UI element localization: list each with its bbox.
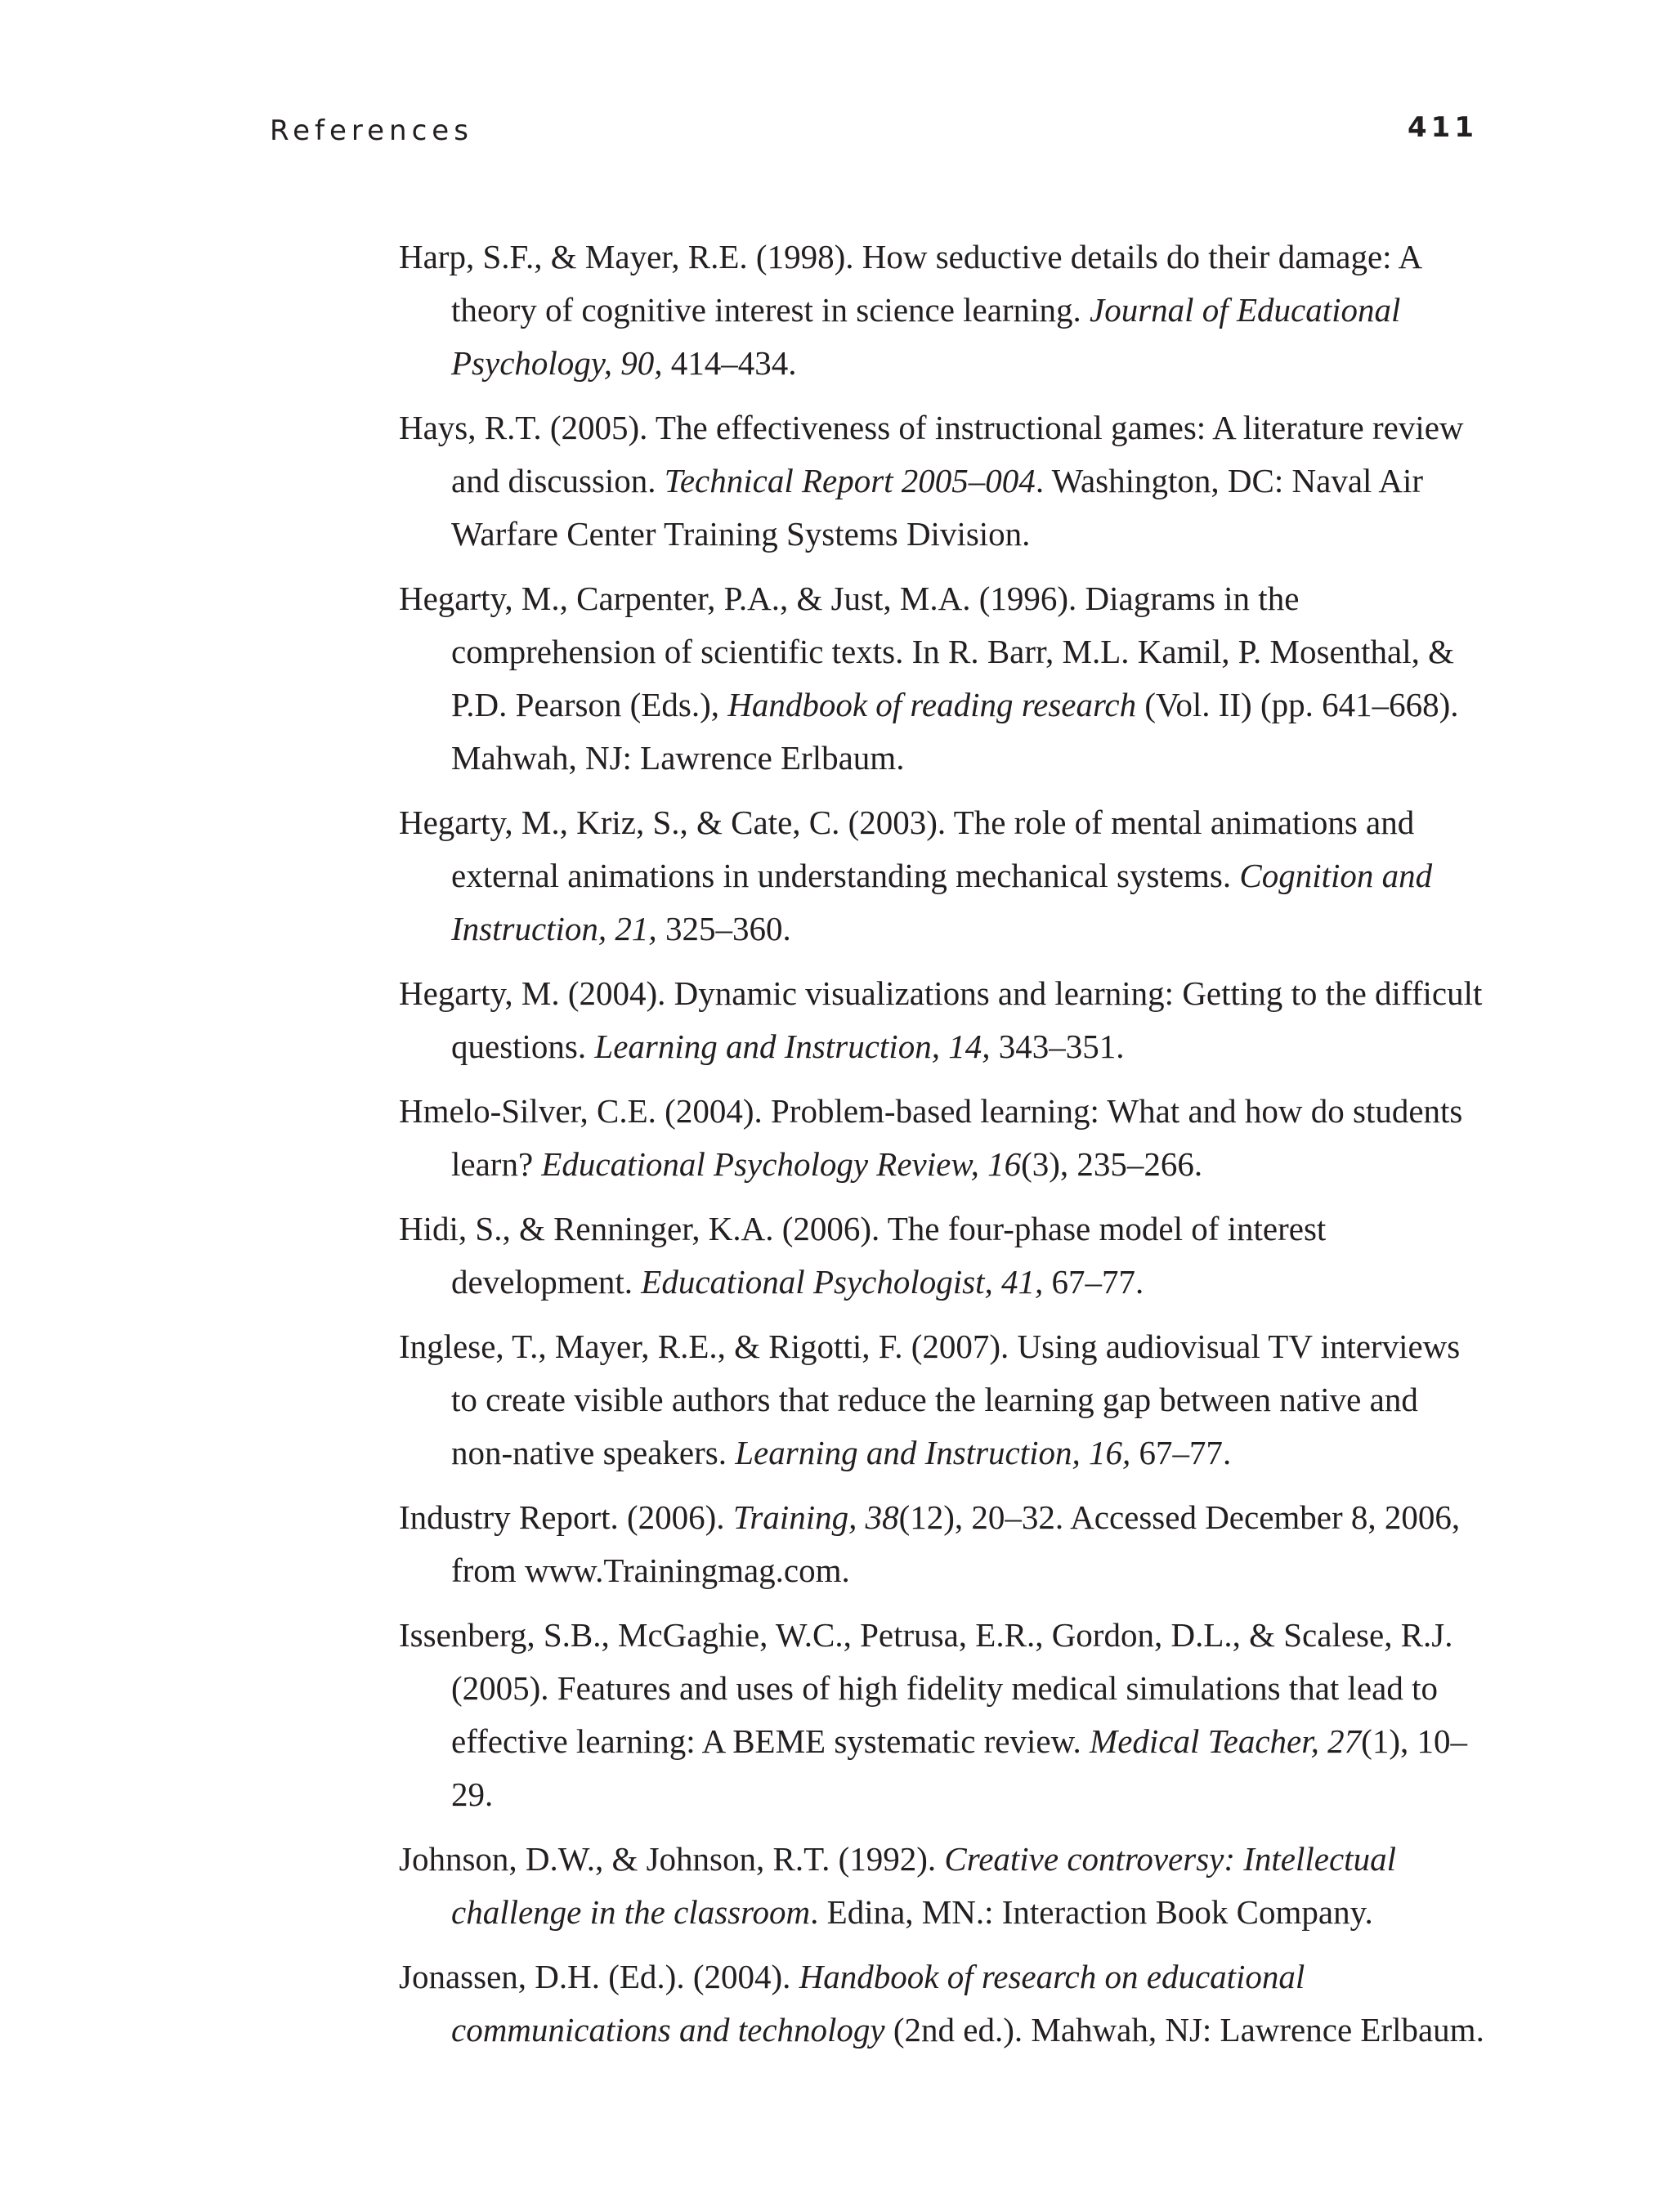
reference-authors: Johnson, D.W., & Johnson, R.T. (1992). xyxy=(399,1840,937,1878)
reference-entry xyxy=(399,796,1486,956)
reference-list xyxy=(399,231,1486,2068)
reference-entry xyxy=(399,967,1486,1073)
reference-tail: (12), 20–32. Accessed December 8, 2006, from www.Trainingmag.com. xyxy=(451,1498,1461,1589)
reference-tail: (Vol. II) (pp. 641–668). Mahwah, NJ: Lawrence Erlbaum. xyxy=(451,686,1459,777)
reference-entry xyxy=(399,231,1486,390)
reference-authors: Inglese, T., Mayer, R.E., & Rigotti, F. (2007). Using audiovisual TV interviews to create visible authors that reduce the learning gap between native and non-native speakers. xyxy=(399,1328,1461,1471)
reference-source: Journal of Educational Psychology, 90, xyxy=(451,291,1401,382)
reference-tail: 414–434. xyxy=(670,344,797,382)
reference-entry xyxy=(399,1491,1486,1597)
reference-authors: Hegarty, M. (2004). Dynamic visualizations and learning: Getting to the difficult questions. xyxy=(399,974,1483,1065)
reference-source: Educational Psychology Review, 16 xyxy=(541,1145,1022,1183)
reference-tail: (1), 10–29. xyxy=(451,1722,1467,1813)
reference-source: Learning and Instruction, 14, xyxy=(594,1028,991,1065)
reference-entry xyxy=(399,1202,1486,1309)
reference-authors: Hmelo-Silver, C.E. (2004). Problem-based learning: What and how do students learn? xyxy=(399,1092,1463,1183)
reference-source: Learning and Instruction, 16, xyxy=(735,1434,1131,1471)
reference-entry xyxy=(399,1085,1486,1191)
reference-authors: Industry Report. (2006). xyxy=(399,1498,725,1536)
reference-authors: Hays, R.T. (2005). The effectiveness of instructional games: A literature review and discussion. xyxy=(399,409,1464,499)
reference-source: Technical Report 2005–004 xyxy=(664,462,1036,499)
reference-tail: 67–77. xyxy=(1051,1263,1144,1301)
reference-source: Educational Psychologist, 41, xyxy=(641,1263,1044,1301)
reference-source: Handbook of reading research xyxy=(727,686,1137,723)
reference-source: Training, 38 xyxy=(732,1498,899,1536)
reference-tail: . Washington, DC: Naval Air Warfare Center Training Systems Division. xyxy=(451,462,1424,553)
reference-source: Medical Teacher, 27 xyxy=(1090,1722,1362,1760)
reference-authors: Hegarty, M., Carpenter, P.A., & Just, M.A. (1996). Diagrams in the comprehension of scientific texts. In R. Barr, M.L. Kamil, P. Mosenthal, & P.D. Pearson (Eds.), xyxy=(399,580,1455,723)
reference-tail: (3), 235–266. xyxy=(1021,1145,1203,1183)
reference-authors: Hidi, S., & Renninger, K.A. (2006). The four-phase model of interest development. xyxy=(399,1210,1327,1301)
reference-tail: (2nd ed.). Mahwah, NJ: Lawrence Erlbaum. xyxy=(893,2011,1484,2049)
reference-authors: Jonassen, D.H. (Ed.). (2004). xyxy=(399,1958,791,1995)
reference-tail: 67–77. xyxy=(1139,1434,1232,1471)
reference-authors: Harp, S.F., & Mayer, R.E. (1998). How seductive details do their damage: A theory of cognitive interest in science learning. xyxy=(399,238,1421,329)
reference-entry xyxy=(399,572,1486,785)
page-number: 411 xyxy=(1408,111,1478,144)
reference-entry xyxy=(399,1833,1486,1939)
reference-tail: 343–351. xyxy=(998,1028,1125,1065)
reference-source: Creative controversy: Intellectual challenge in the classroom xyxy=(451,1840,1396,1931)
reference-entry xyxy=(399,1609,1486,1821)
running-head: References xyxy=(270,114,473,147)
reference-entry xyxy=(399,1320,1486,1480)
reference-authors: Issenberg, S.B., McGaghie, W.C., Petrusa, E.R., Gordon, D.L., & Scalese, R.J. (2005). Features and uses of high fidelity medical simulations that lead to effective learning: A BEME systematic review. xyxy=(399,1616,1453,1760)
reference-entry xyxy=(399,401,1486,561)
reference-entry xyxy=(399,1950,1486,2057)
reference-source: Handbook of research on educational communications and technology xyxy=(451,1958,1305,2049)
reference-authors: Hegarty, M., Kriz, S., & Cate, C. (2003). The role of mental animations and external animations in understanding mechanical systems. xyxy=(399,804,1415,894)
reference-source: Cognition and Instruction, 21, xyxy=(451,857,1433,947)
reference-tail: . Edina, MN.: Interaction Book Company. xyxy=(810,1893,1373,1931)
reference-tail: 325–360. xyxy=(665,910,791,947)
